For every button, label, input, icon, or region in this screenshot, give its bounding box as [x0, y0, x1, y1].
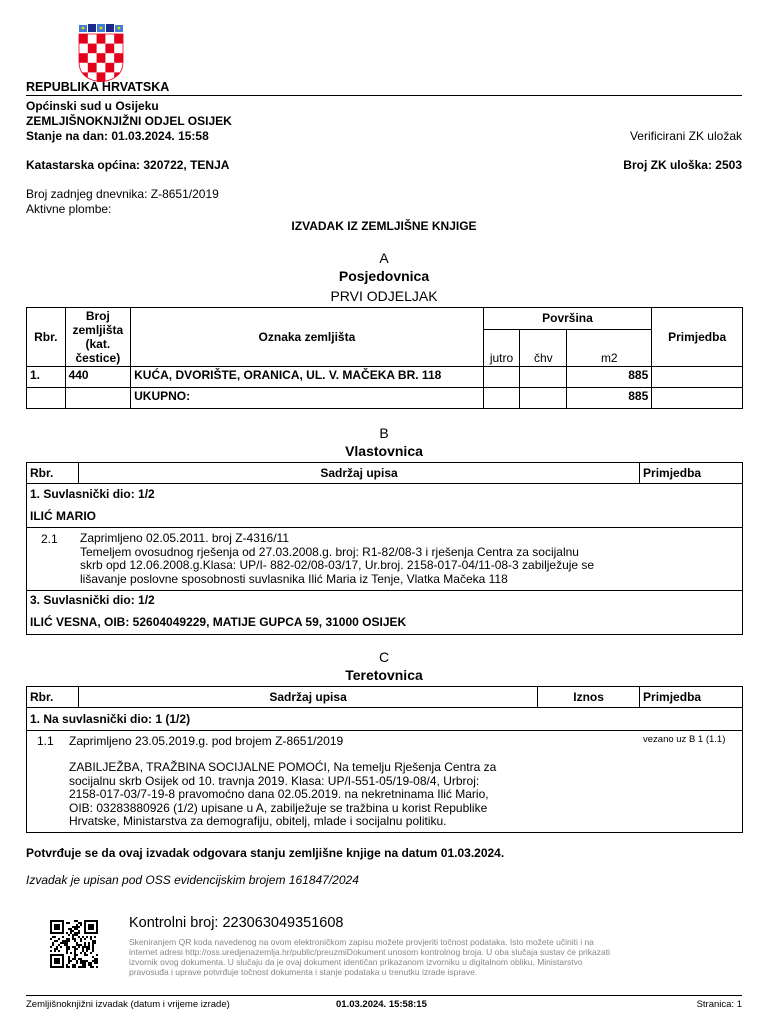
section-b-letter: B — [379, 425, 389, 441]
entry-line: Temeljem ovosudnog rješenja od 27.03.2008.g. broj: R1-82/08-3 i rješenja Centra za socijalnu — [80, 544, 579, 559]
cell-chv — [520, 367, 567, 388]
entry-line: ZABILJEŽBA, TRAŽBINA SOCIJALNE POMOĆI, Na temelju Rješenja Centra za — [69, 760, 497, 774]
col-sadrzaj: Sadržaj upisa — [78, 463, 639, 484]
coat-of-arms-icon — [78, 24, 124, 82]
state-date: Stanje na dan: 01.03.2024. 15:58 — [26, 129, 209, 143]
section-a-letter: A — [379, 250, 389, 266]
section-b-title: Vlastovnica — [345, 443, 423, 459]
explanation-line: Skeniranjem QR koda navedenog na ovom elektroničkom zapisu možete provjeriti točnost podataka. Isto možete učiniti i na — [129, 937, 594, 947]
col-jutro: jutro — [483, 329, 520, 366]
encumbrance-part — [26, 707, 743, 731]
entry-received: Zaprimljeno 23.05.2019.g. pod brojem Z-8651/2019 — [69, 734, 344, 748]
cell-rbr — [27, 388, 66, 409]
ownership-part-3 — [26, 590, 743, 635]
encumbrance-entry — [26, 730, 743, 833]
active-seals: Aktivne plombe: — [26, 202, 112, 216]
part-1-title: 1. Suvlasnički dio: 1/2 — [30, 487, 155, 501]
section-a-title: Posjedovnica — [338, 268, 430, 284]
oss-note: Izvadak je upisan pod OSS evidencijskim brojem 161847/2024 — [26, 873, 359, 887]
col-primjedba: Primjedba — [652, 308, 743, 367]
col-m2: m2 — [567, 329, 652, 366]
encumbrance-header — [26, 686, 743, 708]
encumbrance-part-title: 1. Na suvlasnički dio: 1 (1/2) — [30, 712, 191, 726]
col-rbr: Rbr. — [27, 687, 79, 708]
zk-number: Broj ZK uloška: 2503 — [623, 158, 742, 172]
col-chv: čhv — [520, 329, 567, 366]
entry-line: skrb opd 12.06.2008.g.Klasa: UP/I- 882-02/08-03/17, Ur.broj. 2158-017-04/11-08-3 zabilježuje se — [80, 558, 595, 572]
col-oznaka: Oznaka zemljišta — [131, 308, 484, 367]
col-rbr: Rbr. — [27, 463, 79, 484]
control-number: Kontrolni broj: 223063049351608 — [129, 915, 344, 931]
ownership-entry — [26, 527, 743, 591]
verified-label: Verificirani ZK uložak — [629, 129, 742, 143]
qr-code-icon — [50, 920, 98, 968]
entry-line: socijalnu skrb Osijek od 10. travnja 2019. Klasa: UP/I-551-05/19-08/4, Urbroj: — [69, 773, 480, 788]
cell-chv — [520, 388, 567, 409]
court-name: Općinski sud u Osijeku — [26, 99, 159, 113]
document-title: IZVADAK IZ ZEMLJIŠNE KNJIGE — [291, 219, 477, 233]
last-diary-number: Broj zadnjeg dnevnika: Z-8651/2019 — [26, 187, 219, 201]
entry-line: OIB: 03283880926 (1/2) upisane u A, zabilježuje se tražbina u korist Republike — [69, 800, 488, 815]
table-row — [27, 367, 743, 388]
cell-m2: 885 — [567, 388, 652, 409]
col-povrsina: Površina — [483, 308, 652, 330]
land-table — [26, 307, 743, 409]
cell-jutro — [483, 388, 520, 409]
entry-number: 2.1 — [41, 532, 58, 546]
control-explanation — [129, 937, 610, 977]
section-a-subtitle: PRVI ODJELJAK — [330, 288, 438, 304]
explanation-line: izvornik ovog dokumenta. U slučaju da je ovaj dokument identičan prikazanom izvorniku u digitalnom obliku, Ministarstvo — [129, 957, 583, 967]
cell-oznaka: UKUPNO: — [131, 388, 484, 409]
confirmation-text: Potvrđuje se da ovaj izvadak odgovara stanju zemljišne knjige na datum 01.03.2024. — [26, 846, 505, 860]
explanation-line: internet adresi http://oss.uredjenazemlja.hr/public/preuzmiDokument unosom kontrolnog broja. U oba slučaja sustav će prikazati — [129, 947, 610, 957]
country-name: REPUBLIKA HRVATSKA — [26, 80, 170, 94]
cell-oznaka: KUĆA, DVORIŠTE, ORANICA, UL. V. MAČEKA BR. 118 — [131, 367, 484, 388]
cell-rbr: 1. — [27, 367, 66, 388]
entry-text — [80, 532, 594, 586]
department-name: ZEMLJIŠNOKNJIŽNI ODJEL OSIJEK — [26, 114, 232, 128]
ownership-part-1 — [26, 483, 743, 528]
col-broj: Broj zemljišta (kat. čestice) — [65, 308, 131, 367]
part-3-title: 3. Suvlasnički dio: 1/2 — [30, 593, 155, 607]
col-primjedba: Primjedba — [640, 687, 743, 708]
col-iznos: Iznos — [538, 687, 640, 708]
cell-m2: 885 — [567, 367, 652, 388]
entry-note: vezano uz B 1 (1.1) — [643, 734, 726, 745]
section-c-title: Teretovnica — [345, 667, 423, 683]
entry-line: 2158-017-03/7-19-8 pravomoćno dana 02.05.2019. na nekretninama Ilić Mario, — [69, 787, 489, 802]
entry-line: Zaprimljeno 02.05.2011. broj Z-4316/11 — [80, 531, 290, 545]
entry-text — [69, 761, 496, 829]
cell-primjedba — [652, 388, 743, 409]
cell-broj — [65, 388, 131, 409]
col-sadrzaj: Sadržaj upisa — [78, 687, 537, 708]
explanation-line: pravosuđa i uprave potvrđuje točnost dokumenta i stanje podataka u trenutku izrade isprave. — [129, 967, 478, 977]
section-c-letter: C — [378, 649, 390, 665]
part-1-owner: ILIĆ MARIO — [30, 509, 96, 523]
part-3-owner: ILIĆ VESNA, OIB: 52604049229, MATIJE GUPCA 59, 31000 OSIJEK — [30, 615, 407, 629]
cell-jutro — [483, 367, 520, 388]
cadastral-municipality: Katastarska općina: 320722, TENJA — [26, 158, 230, 172]
table-row — [27, 388, 743, 409]
cell-broj: 440 — [65, 367, 131, 388]
footer-datetime: 01.03.2024. 15:58:15 — [336, 999, 427, 1010]
col-rbr: Rbr. — [27, 308, 66, 367]
cell-primjedba — [652, 367, 743, 388]
entry-line: lišavanje poslovne sposobnosti suvlasnika Ilić Maria iz Tenje, Vlatka Mačeka 118 — [80, 571, 508, 586]
col-primjedba: Primjedba — [640, 463, 743, 484]
ownership-header — [26, 462, 743, 484]
footer-left: Zemljišnoknjižni izvadak (datum i vrijeme izrade) — [26, 999, 230, 1010]
entry-number: 1.1 — [37, 734, 54, 748]
entry-line: Hrvatske, Ministarstva za demografiju, obitelj, mlade i socijalnu politiku. — [69, 814, 447, 829]
footer-page: Stranica: 1 — [696, 999, 742, 1010]
